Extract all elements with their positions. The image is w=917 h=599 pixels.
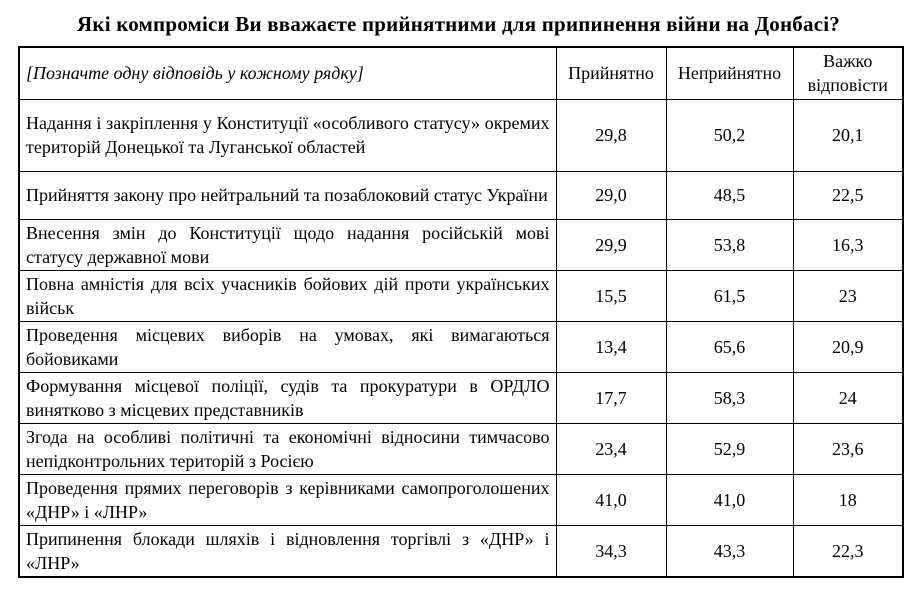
table-row (19, 171, 903, 219)
table-row (19, 525, 903, 577)
value-hard-to-answer: 20,9 (793, 321, 903, 372)
survey-table (18, 46, 904, 578)
value-unacceptable: 52,9 (666, 423, 793, 474)
row-label: Формування місцевої поліції, судів та прокуратури в ОРДЛО винятково з місцевих представників (19, 372, 556, 423)
value-hard-to-answer: 18 (793, 474, 903, 525)
value-acceptable: 41,0 (556, 474, 666, 525)
value-unacceptable: 41,0 (666, 474, 793, 525)
column-header-hard-to-answer: Важко відповісти (793, 47, 903, 99)
value-hard-to-answer: 16,3 (793, 219, 903, 270)
value-unacceptable: 48,5 (666, 171, 793, 219)
value-hard-to-answer: 20,1 (793, 99, 903, 171)
row-label: Внесення змін до Конституції щодо надання російській мові статусу державної мови (19, 219, 556, 270)
table-row (19, 270, 903, 321)
row-label: Надання і закріплення у Конституції «особливого статусу» окремих територій Донецької та Луганської областей (19, 99, 556, 171)
value-unacceptable: 53,8 (666, 219, 793, 270)
table-row (19, 99, 903, 171)
value-acceptable: 15,5 (556, 270, 666, 321)
value-acceptable: 23,4 (556, 423, 666, 474)
table-row (19, 219, 903, 270)
value-hard-to-answer: 23 (793, 270, 903, 321)
table-row (19, 321, 903, 372)
table-row (19, 474, 903, 525)
column-header-unacceptable: Неприйнятно (666, 47, 793, 99)
row-label: Прийняття закону про нейтральний та позаблоковий статус України (19, 171, 556, 219)
instruction-cell: [Позначте одну відповідь у кожному рядку] (19, 47, 556, 99)
value-unacceptable: 61,5 (666, 270, 793, 321)
row-label: Припинення блокади шляхів і відновлення торгівлі з «ДНР» і «ЛНР» (19, 525, 556, 577)
page-title: Які компроміси Ви вважаєте прийнятними для припинення війни на Донбасі? (77, 12, 840, 36)
value-acceptable: 17,7 (556, 372, 666, 423)
value-hard-to-answer: 23,6 (793, 423, 903, 474)
value-acceptable: 29,8 (556, 99, 666, 171)
table-row (19, 423, 903, 474)
value-acceptable: 34,3 (556, 525, 666, 577)
value-hard-to-answer: 24 (793, 372, 903, 423)
value-acceptable: 29,9 (556, 219, 666, 270)
value-acceptable: 13,4 (556, 321, 666, 372)
header-row (19, 47, 903, 99)
column-header-acceptable: Прийнятно (556, 47, 666, 99)
row-label: Повна амністія для всіх учасників бойових дій проти українських військ (19, 270, 556, 321)
row-label: Згода на особливі політичні та економічні відносини тимчасово непідконтрольних територій з Росією (19, 423, 556, 474)
row-label: Проведення прямих переговорів з керівниками самопроголошених «ДНР» і «ЛНР» (19, 474, 556, 525)
value-unacceptable: 58,3 (666, 372, 793, 423)
value-unacceptable: 43,3 (666, 525, 793, 577)
row-label: Проведення місцевих виборів на умовах, які вимагаються бойовиками (19, 321, 556, 372)
value-unacceptable: 65,6 (666, 321, 793, 372)
value-hard-to-answer: 22,5 (793, 171, 903, 219)
value-hard-to-answer: 22,3 (793, 525, 903, 577)
value-acceptable: 29,0 (556, 171, 666, 219)
value-unacceptable: 50,2 (666, 99, 793, 171)
table-row (19, 372, 903, 423)
